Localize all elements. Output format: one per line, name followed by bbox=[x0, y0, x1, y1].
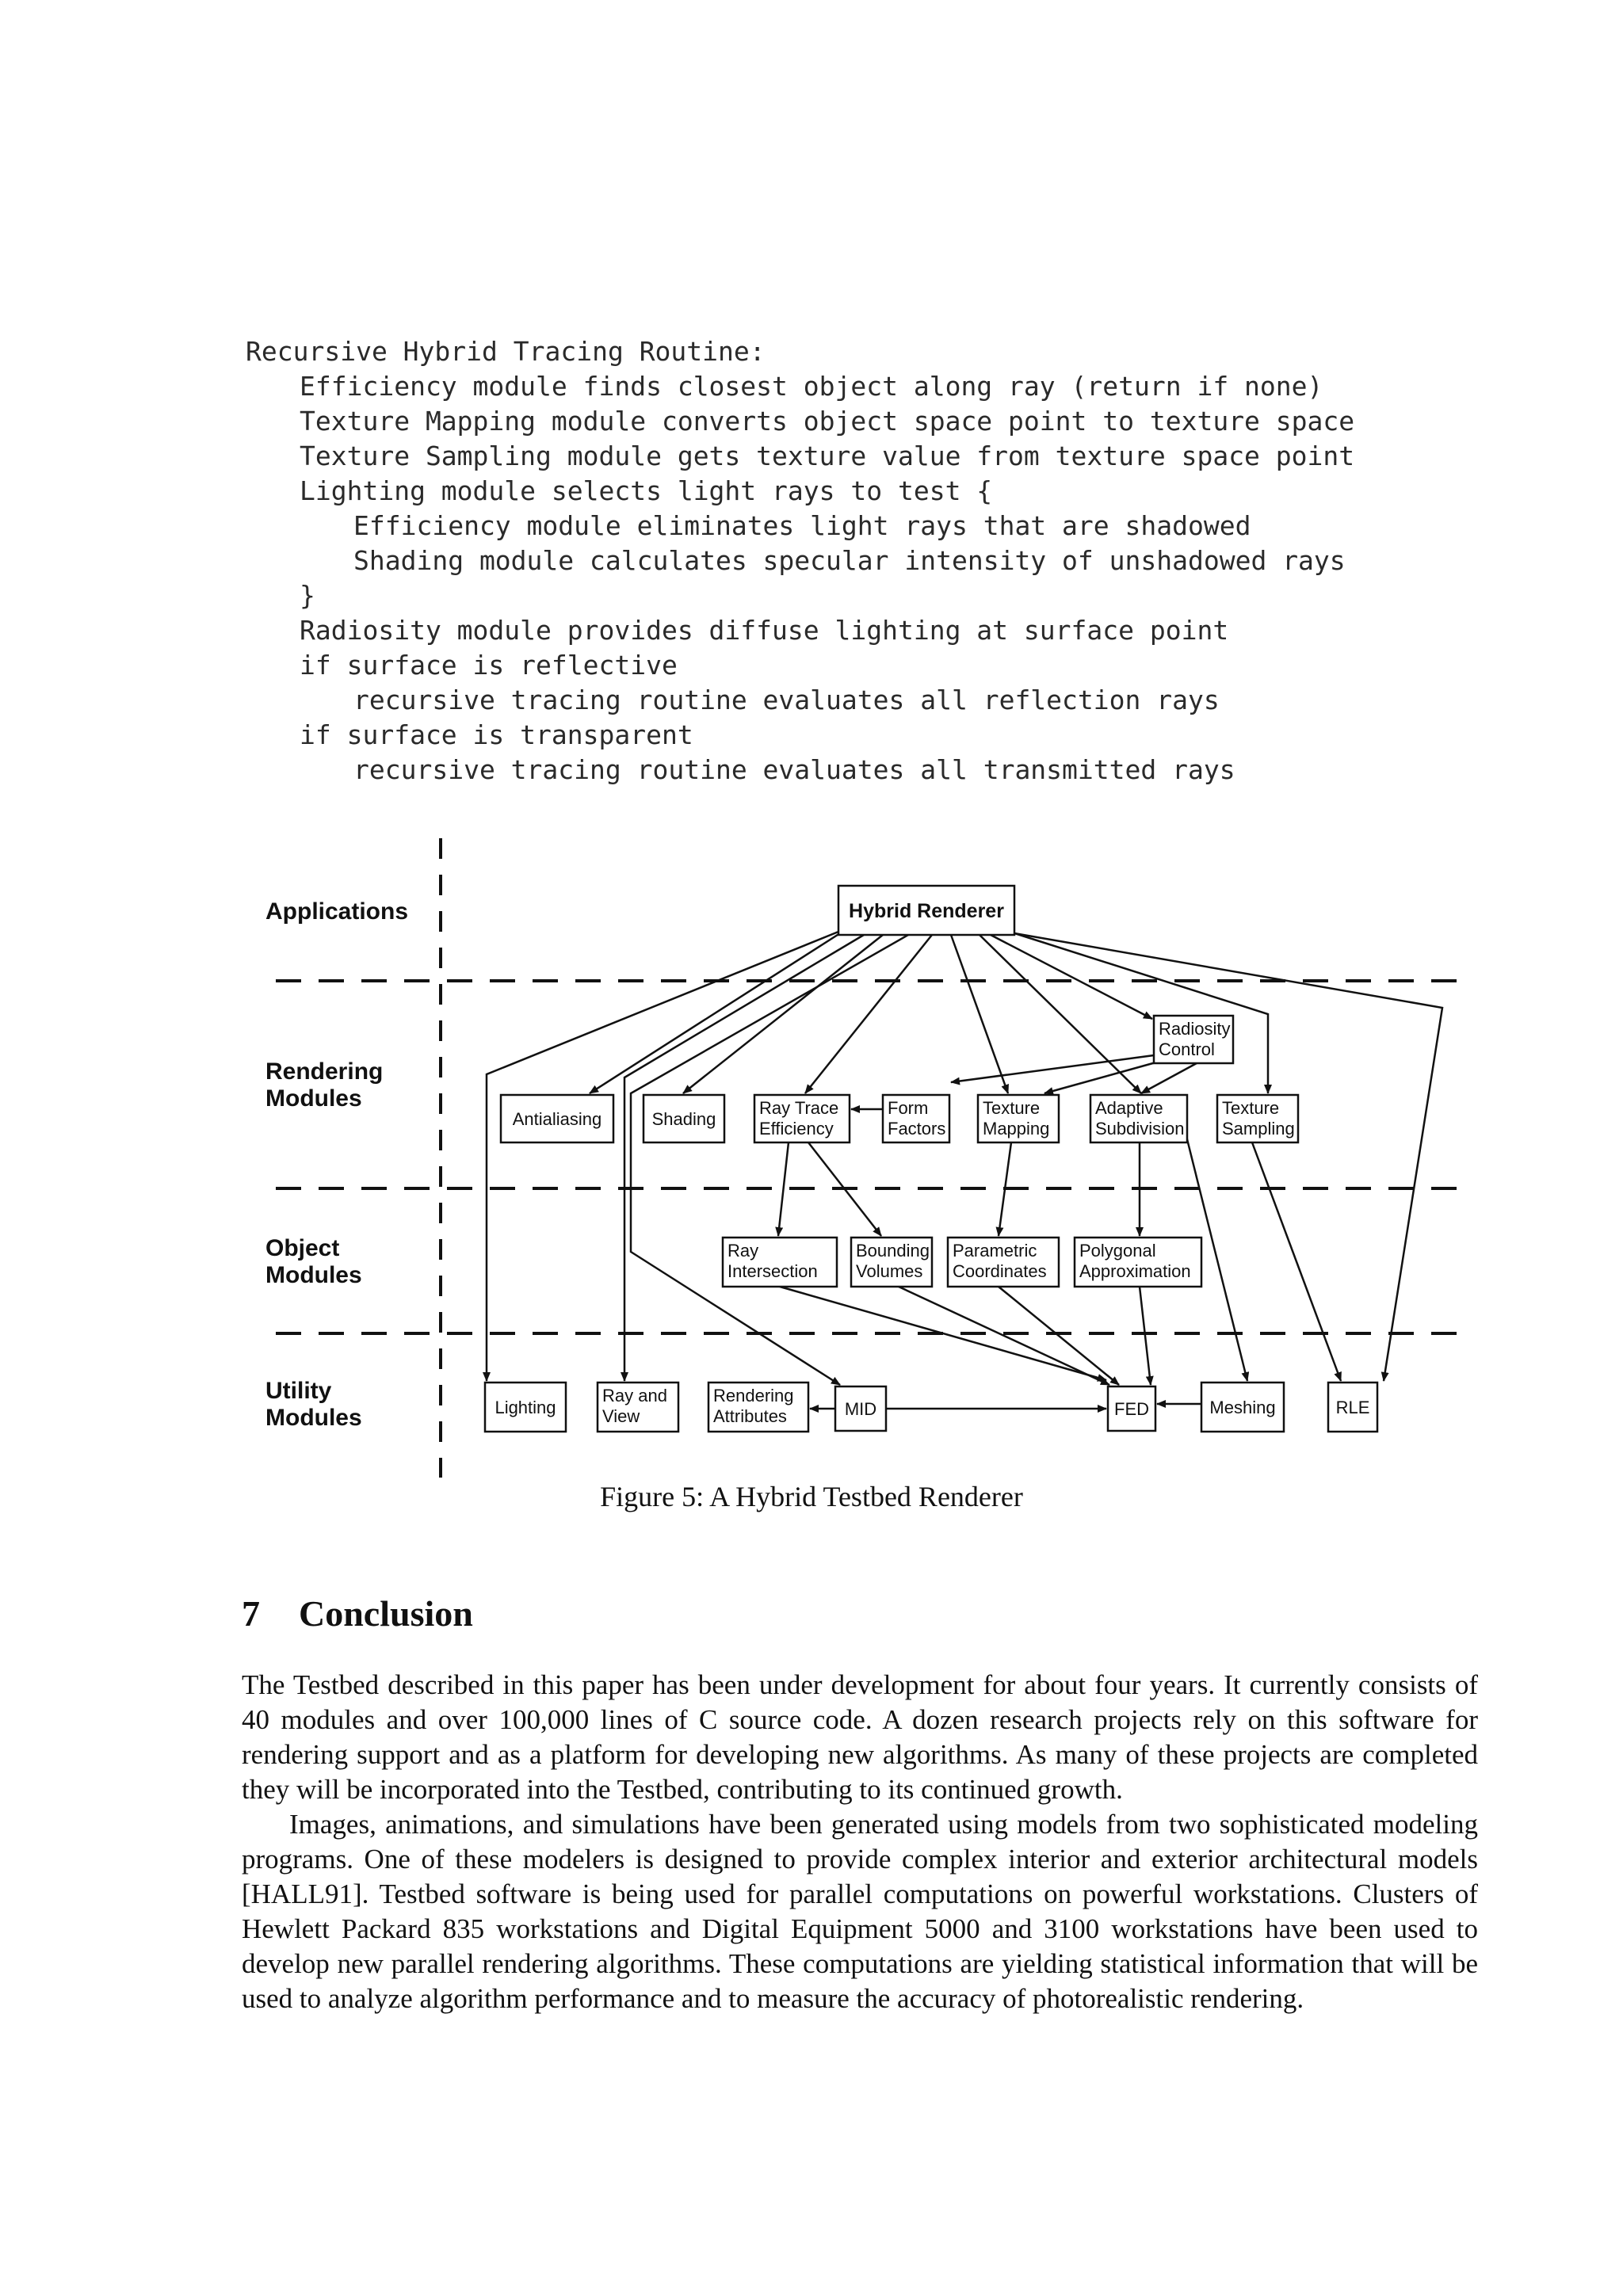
node-label: Lighting bbox=[495, 1398, 556, 1417]
node-ray-intersection bbox=[723, 1238, 837, 1287]
node-rle bbox=[1328, 1383, 1377, 1432]
code-line: Lighting module selects light rays to test { bbox=[300, 475, 993, 506]
node-bounding-volumes bbox=[851, 1238, 932, 1287]
layer-label-object: Object bbox=[265, 1235, 340, 1261]
node-label: Volumes bbox=[856, 1261, 923, 1281]
layer-label-rendering: Rendering bbox=[265, 1058, 384, 1085]
edge-radiosity-control-to-form-factors bbox=[951, 1055, 1154, 1082]
node-label: Ray Trace bbox=[759, 1098, 839, 1118]
code-line: Recursive Hybrid Tracing Routine: bbox=[246, 336, 766, 367]
node-label: Approximation bbox=[1079, 1261, 1191, 1281]
node-adaptive-subdivision bbox=[1090, 1095, 1187, 1142]
node-label: Coordinates bbox=[953, 1261, 1047, 1281]
node-shading bbox=[643, 1095, 724, 1142]
code-line: recursive tracing routine evaluates all reflection rays bbox=[353, 685, 1220, 715]
code-line: Texture Mapping module converts object space point to texture space bbox=[300, 406, 1355, 437]
node-antialiasing bbox=[501, 1095, 613, 1142]
conclusion-body bbox=[242, 1668, 1478, 2016]
section-title: Conclusion bbox=[299, 1593, 473, 1634]
section-number: 7 bbox=[242, 1593, 260, 1634]
node-form-factors bbox=[883, 1095, 949, 1142]
node-ray-trace-efficiency bbox=[754, 1095, 850, 1142]
node-label: Meshing bbox=[1209, 1398, 1276, 1417]
node-label: Sampling bbox=[1222, 1119, 1295, 1138]
node-ray-and-view bbox=[598, 1383, 678, 1432]
edge-parametric-coordinates-to-fed bbox=[999, 1287, 1119, 1385]
node-lighting bbox=[485, 1383, 566, 1432]
node-label: Efficiency bbox=[759, 1119, 834, 1138]
node-label: Polygonal bbox=[1079, 1241, 1156, 1261]
paragraph: The Testbed described in this paper has been under development for about four years. It currently consists of 40 modules and over 100,000 lines of C source code. A dozen research projects rely on this software for rendering support and as a platform for developing new algorithms. As many of these projects are completed they will be incorporated into the Testbed, contributing to its continued growth. bbox=[242, 1669, 1478, 1805]
layer-label-object: Modules bbox=[265, 1262, 362, 1288]
code-line: Shading module calculates specular intensity of unshadowed rays bbox=[353, 545, 1346, 576]
node-label: Antialiasing bbox=[512, 1109, 602, 1129]
code-line: recursive tracing routine evaluates all transmitted rays bbox=[353, 754, 1235, 785]
node-meshing bbox=[1201, 1383, 1284, 1432]
edge-hybrid-renderer-to-adaptive-subdivision bbox=[980, 935, 1141, 1093]
node-rendering-attributes bbox=[708, 1383, 808, 1432]
node-label: Texture bbox=[1222, 1098, 1280, 1118]
layer-label-applications: Applications bbox=[265, 898, 409, 925]
node-label: MID bbox=[844, 1399, 877, 1419]
node-label: Shading bbox=[651, 1109, 716, 1129]
edge-hybrid-renderer-to-lighting bbox=[487, 932, 838, 1381]
node-label: Form bbox=[888, 1098, 929, 1118]
edge-texture-sampling-to-rle bbox=[1252, 1142, 1341, 1381]
node-label: Adaptive bbox=[1095, 1098, 1163, 1118]
figure-caption: Figure 5: A Hybrid Testbed Renderer bbox=[600, 1481, 1023, 1512]
code-line: if surface is transparent bbox=[300, 719, 693, 750]
node-parametric-coordinates bbox=[948, 1238, 1059, 1287]
edge-hybrid-renderer-to-texture-mapping bbox=[951, 935, 1008, 1093]
layer-label-utility: Modules bbox=[265, 1405, 362, 1431]
node-label: Attributes bbox=[713, 1406, 787, 1426]
node-label: Control bbox=[1159, 1039, 1215, 1059]
node-polygonal-approximation bbox=[1075, 1238, 1201, 1287]
paragraph: Images, animations, and simulations have been generated using models from two sophisticated modeling programs. One of these modelers is designed to provide complex interior and exterior architectural models [HALL91]. Testbed software is being used for parallel computations on powerful workstations. Clusters of Hewlett Packard 835 workstations and Digital Equipment 5000 and 3100 workstations have been used to develop new parallel rendering algorithms. These computations are yielding statistical information that will be used to analyze algorithm performance and to measure the accuracy of photorealistic rendering. bbox=[242, 1809, 1478, 2014]
edge-ray-trace-efficiency-to-ray-intersection bbox=[778, 1142, 789, 1236]
edge-hybrid-renderer-to-ray-and-view bbox=[624, 935, 864, 1381]
edge-radiosity-control-to-adaptive-subdivision bbox=[1141, 1063, 1197, 1093]
node-label: Texture bbox=[983, 1098, 1041, 1118]
code-line: Efficiency module finds closest object along ray (return if none) bbox=[300, 371, 1323, 402]
node-label: Bounding bbox=[856, 1241, 930, 1261]
node-label: Hybrid Renderer bbox=[849, 900, 1004, 922]
code-line: Texture Sampling module gets texture value from texture space point bbox=[300, 441, 1355, 471]
node-fed bbox=[1108, 1386, 1155, 1431]
node-label: Mapping bbox=[983, 1119, 1050, 1138]
code-line: if surface is reflective bbox=[300, 650, 678, 681]
node-label: View bbox=[602, 1406, 640, 1426]
node-texture-sampling bbox=[1217, 1095, 1298, 1142]
edge-bounding-volumes-to-fed bbox=[899, 1287, 1109, 1385]
node-texture-mapping bbox=[978, 1095, 1059, 1142]
edge-radiosity-control-to-texture-mapping bbox=[1044, 1062, 1159, 1093]
node-label: Radiosity bbox=[1159, 1019, 1231, 1039]
node-label: Subdivision bbox=[1095, 1119, 1185, 1138]
node-label: Ray bbox=[727, 1241, 759, 1261]
edge-ray-trace-efficiency-to-bounding-volumes bbox=[808, 1142, 881, 1236]
node-label: RLE bbox=[1335, 1398, 1370, 1417]
edge-polygonal-approximation-to-fed bbox=[1140, 1287, 1151, 1385]
code-line: } bbox=[300, 580, 315, 611]
node-hybrid-renderer bbox=[838, 886, 1014, 935]
node-label: Rendering bbox=[713, 1386, 794, 1405]
edge-hybrid-renderer-to-radiosity-control bbox=[991, 935, 1152, 1019]
layer-label-utility: Utility bbox=[265, 1378, 332, 1404]
node-mid bbox=[835, 1386, 886, 1431]
edge-hybrid-renderer-to-mid bbox=[631, 935, 908, 1385]
node-label: Intersection bbox=[727, 1261, 818, 1281]
layer-label-rendering: Modules bbox=[265, 1085, 362, 1112]
code-line: Efficiency module eliminates light rays that are shadowed bbox=[353, 510, 1251, 541]
node-label: Parametric bbox=[953, 1241, 1037, 1261]
node-label: Ray and bbox=[602, 1386, 667, 1405]
code-line: Radiosity module provides diffuse lighting at surface point bbox=[300, 615, 1229, 646]
node-radiosity-control bbox=[1154, 1016, 1233, 1063]
node-label: FED bbox=[1114, 1399, 1149, 1419]
node-label: Factors bbox=[888, 1119, 946, 1138]
section-heading bbox=[242, 1592, 473, 1634]
